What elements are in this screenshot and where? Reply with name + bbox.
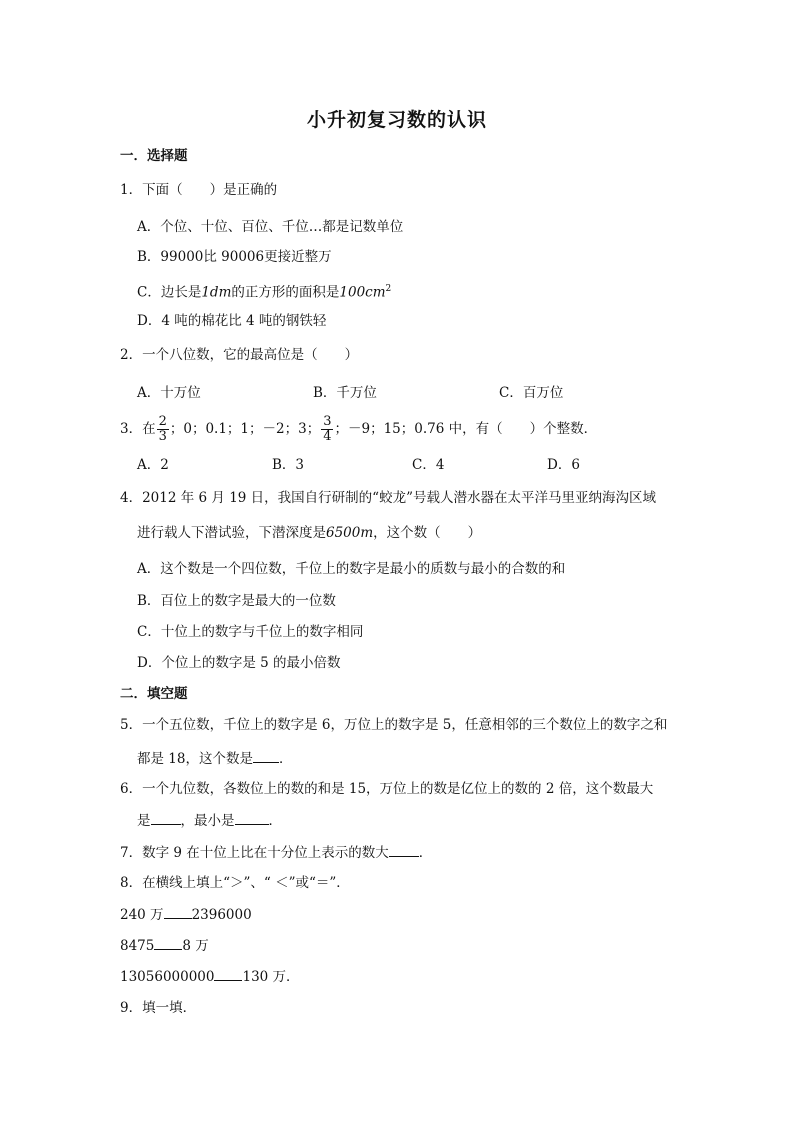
- q7-suffix: ．: [418, 845, 433, 861]
- q8-r2-left: 8475: [120, 938, 155, 954]
- q6-max-blank[interactable]: [151, 810, 181, 825]
- q5-line2-suffix: ．: [278, 751, 293, 767]
- q8-r3-right: 130 万．: [242, 969, 300, 985]
- q6-line2-prefix: 是: [137, 813, 151, 829]
- q3-f1-numerator: 2: [158, 414, 167, 429]
- q1-c-prefix: C．边长是: [137, 284, 202, 301]
- question-7: [120, 842, 432, 863]
- q3-prefix: 3．在: [120, 421, 156, 437]
- question-4-option-a: A．这个数是一个四位数，千位上的数字是最小的质数与最小的合数的和: [137, 561, 566, 577]
- q3-f1-denominator: 3: [158, 429, 167, 444]
- question-2-option-c: C．百万位: [499, 385, 564, 401]
- question-2-option-b: B．千万位: [313, 385, 377, 401]
- q4-line2-prefix: 进行载人下潜试验，下潜深度是: [137, 525, 326, 541]
- q4-line2-suffix: ，这个数（ ）: [373, 525, 482, 541]
- question-1-option-b: B．99000比 90006更接近整万: [137, 249, 332, 265]
- page-title: 小升初复习数的认识: [306, 109, 487, 131]
- q6-min-blank[interactable]: [235, 810, 269, 825]
- q6-line2-middle: ，最小是: [180, 813, 235, 829]
- q1-c-superscript: 2: [385, 284, 392, 294]
- question-4-line-1: 4．2012 年 6 月 19 日，我国自行研制的“蛟龙”号载人潜水器在太平洋马里亚纳海沟区域: [120, 490, 656, 506]
- question-1-option-c: [137, 279, 391, 303]
- q7-answer-blank[interactable]: [389, 842, 419, 857]
- q8-r2-right: 8 万: [182, 938, 209, 954]
- q8-r2-blank[interactable]: [154, 935, 182, 950]
- question-2-stem: 2．一个八位数，它的最高位是（ ）: [120, 347, 359, 363]
- q1-c-unit-dm: 1dm: [201, 284, 232, 301]
- q8-r1-left: 240 万: [120, 907, 164, 923]
- q7-prefix: 7．数字 9 在十位上比在十分位上表示的数大: [120, 845, 389, 861]
- q5-line2-prefix: 都是 18，这个数是: [137, 751, 253, 767]
- question-5-line-2: [137, 748, 292, 769]
- question-4-line-2: [137, 523, 481, 543]
- q3-suffix: ；－9；15；0.76 中，有（ ）个整数．: [334, 421, 598, 437]
- q3-middle: ；0；0.1；1；－2；3；: [169, 421, 321, 437]
- q1-c-unit-cm: 100cm: [339, 284, 386, 301]
- question-1-stem: 1．下面（ ）是正确的: [120, 182, 278, 198]
- question-6-line-2: [137, 810, 282, 831]
- question-8-row-3: [120, 966, 300, 987]
- question-4-option-d: D．个位上的数字是 5 的最小倍数: [137, 655, 341, 671]
- q4-depth-value: 6500m: [326, 525, 374, 541]
- question-9-stem: 9．填一填．: [120, 1000, 197, 1016]
- question-4-option-b: B．百位上的数字是最大的一位数: [137, 593, 336, 609]
- q3-f2-denominator: 4: [323, 429, 332, 444]
- q3-fraction-three-quarters: [321, 415, 333, 444]
- q8-r3-blank[interactable]: [214, 966, 242, 981]
- q8-r3-left: 13056000000: [120, 969, 215, 985]
- question-3-stem: [120, 414, 597, 444]
- q8-r1-right: 2396000: [191, 907, 252, 923]
- question-6-line-1: 6．一个九位数，各数位上的数的和是 15，万位上的数是亿位上的数的 2 倍，这个数最大: [120, 781, 654, 797]
- question-1-option-a: A．个位、十位、百位、千位…都是记数单位: [137, 219, 404, 235]
- question-4-option-c: C．十位上的数字与千位上的数字相同: [137, 624, 364, 640]
- q1-c-middle: 的正方形的面积是: [231, 284, 340, 301]
- question-3-option-a: A．2: [137, 457, 169, 473]
- section-heading-choice: 一．选择题: [120, 148, 188, 164]
- question-1-option-d: D．4 吨的棉花比 4 吨的钢铁轻: [137, 313, 327, 329]
- question-8-stem: 8．在横线上填上“＞”、“ ＜”或“＝”．: [120, 875, 350, 891]
- question-8-row-1: [120, 904, 252, 925]
- question-3-option-c: C．4: [412, 457, 445, 473]
- question-2-option-a: A．十万位: [137, 385, 201, 401]
- question-8-row-2: [120, 935, 209, 956]
- q5-answer-blank[interactable]: [253, 748, 279, 763]
- question-3-option-d: D．6: [547, 457, 580, 473]
- question-3-option-b: B．3: [272, 457, 305, 473]
- section-heading-fill: 二．填空题: [120, 686, 188, 702]
- q3-fraction-two-thirds: [157, 415, 169, 444]
- q6-line2-suffix: ．: [268, 813, 282, 829]
- question-5-line-1: 5．一个五位数，千位上的数字是 6，万位上的数字是 5，任意相邻的三个数位上的数字之和: [120, 717, 668, 733]
- q8-r1-blank[interactable]: [164, 904, 192, 919]
- q3-f2-numerator: 3: [323, 414, 332, 429]
